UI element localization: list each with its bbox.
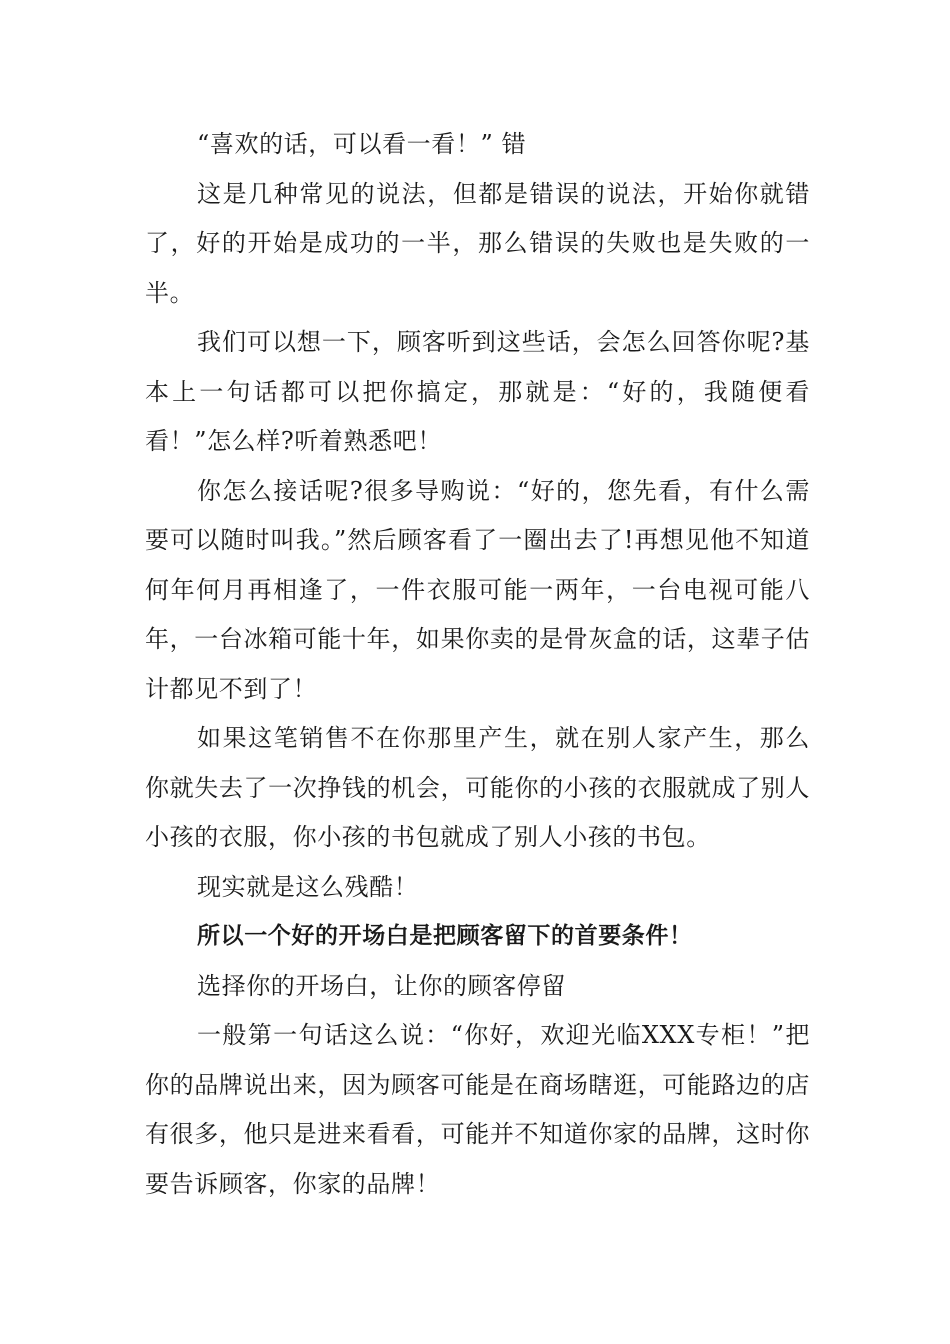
document-body [145,120,810,1209]
paragraph: 你怎么接话呢?很多导购说：“好的，您先看，有什么需要可以随时叫我。”然后顾客看了一圈出去了!再想见他不知道何年何月再相逢了，一件衣服可能一两年，一台电视可能八年，一台冰箱可能十年，如果你卖的是骨灰盒的话，这辈子估计都见不到了！ [145,476,810,703]
bold-paragraph: 所以一个好的开场白是把顾客留下的首要条件！ [197,923,693,949]
paragraph: “喜欢的话，可以看一看！” 错 [197,130,527,158]
paragraph: 一般第一句话这么说：“你好，欢迎光临XXX专柜！”把你的品牌说出来，因为顾客可能是在商场瞎逛，可能路边的店有很多，他只是进来看看，可能并不知道你家的品牌，这时你要告诉顾客，你家的品牌！ [145,1021,810,1198]
paragraph: 现实就是这么残酷！ [197,872,419,901]
paragraph: 这是几种常见的说法，但都是错误的说法，开始你就错了，好的开始是成功的一半，那么错误的失败也是失败的一半。 [145,179,810,307]
section-heading: 选择你的开场白，让你的顾客停留 [197,971,566,1000]
paragraph: 我们可以想一下，顾客听到这些话，会怎么回答你呢?基本上一句话都可以把你搞定，那就是：“好的，我随便看看！”怎么样?听着熟悉吧！ [145,328,810,455]
paragraph: 如果这笔销售不在你那里产生，就在别人家产生，那么你就失去了一次挣钱的机会，可能你的小孩的衣服就成了别人小孩的衣服，你小孩的书包就成了别人小孩的书包。 [145,724,810,851]
